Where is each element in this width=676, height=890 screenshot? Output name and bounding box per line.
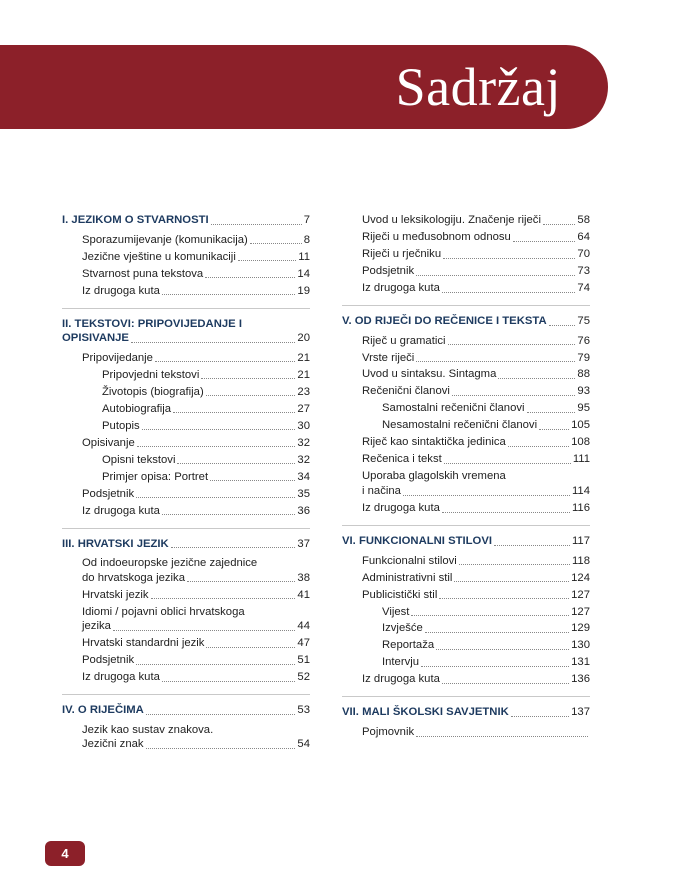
toc-entry-title: Idiomi / pojavni oblici hrvatskoga — [82, 605, 245, 618]
toc-entry-page: 88 — [577, 368, 590, 381]
toc-entry-page: 116 — [571, 501, 590, 514]
toc-entry-title: Riječ kao sintaktička jedinica — [362, 436, 506, 449]
toc-entry[interactable] — [342, 264, 590, 279]
toc-entry-page: 54 — [297, 738, 310, 751]
dot-leader — [162, 681, 296, 682]
toc-section — [62, 703, 310, 761]
toc-entry-title: Hrvatski jezik — [82, 588, 149, 601]
dot-leader — [136, 664, 295, 665]
dot-leader — [416, 361, 575, 362]
toc-entry[interactable] — [62, 653, 310, 668]
dot-leader — [442, 292, 576, 293]
toc-entry-title: Hrvatski standardni jezik — [82, 637, 205, 650]
dot-leader — [146, 748, 296, 749]
toc-entry-page: 7 — [303, 214, 310, 226]
toc-entry-page: 52 — [297, 671, 310, 684]
toc-entry-page: 108 — [571, 436, 590, 449]
toc-entry-title: Publicistički stil — [362, 588, 438, 601]
dot-leader — [155, 361, 295, 362]
toc-entry[interactable] — [342, 452, 590, 467]
toc-entry-page: 36 — [297, 504, 310, 517]
toc-entry[interactable] — [62, 267, 310, 282]
toc-entry[interactable] — [62, 636, 310, 651]
dot-leader — [238, 260, 296, 261]
toc-entry-title: V. OD RIJEČI DO REČENICE I TEKSTA — [342, 314, 547, 327]
toc-subentry[interactable] — [62, 402, 310, 417]
toc-entry-page: 124 — [571, 571, 590, 584]
toc-entry-page: 136 — [571, 673, 590, 686]
toc-entry-page: 41 — [297, 588, 310, 601]
toc-entry-page: 74 — [577, 281, 590, 294]
toc-entry-page: 76 — [577, 334, 590, 347]
toc-entry[interactable] — [342, 725, 590, 740]
toc-entry-page: 32 — [297, 436, 310, 449]
toc-entry-page: 129 — [571, 622, 590, 635]
toc-entry-title: Vijest — [382, 605, 410, 618]
toc-entry-page: 70 — [577, 247, 590, 260]
toc-entry-page: 19 — [297, 284, 310, 297]
toc-entry-title: Uvod u leksikologiju. Značenje riječi — [362, 214, 541, 226]
toc-entry-title: Podsjetnik — [82, 487, 135, 500]
toc-entry-page: 20 — [297, 332, 310, 345]
dot-leader — [448, 344, 576, 345]
toc-entry-title: Primjer opisa: Portret — [102, 470, 209, 483]
toc-entry-page: 118 — [571, 554, 590, 567]
dot-leader — [442, 683, 569, 684]
toc-entry-title: Uvod u sintaksu. Sintagma — [362, 368, 497, 381]
toc-subentry[interactable] — [342, 655, 590, 670]
toc-entry-line — [362, 484, 590, 499]
toc-entry[interactable] — [342, 351, 590, 366]
dot-leader — [454, 581, 569, 582]
toc-entry-page: 137 — [571, 706, 590, 719]
toc-entry-title-cont: i načina — [362, 484, 401, 497]
toc-subentry[interactable] — [342, 605, 590, 620]
toc-entry-title: Samostalni rečenični članovi — [382, 402, 525, 415]
toc-entry-title: Opisni tekstovi — [102, 453, 176, 466]
dot-leader — [206, 647, 295, 648]
toc-entry-title: IV. O RIJEČIMA — [62, 704, 144, 717]
dot-leader — [421, 666, 569, 667]
toc-subentry[interactable] — [342, 401, 590, 416]
dot-leader — [250, 243, 302, 244]
toc-entry-title: Riječ u gramatici — [362, 334, 446, 347]
dot-leader — [162, 294, 296, 295]
toc-section — [342, 213, 590, 306]
toc-entry-page: 73 — [577, 264, 590, 277]
toc-entry[interactable] — [62, 588, 310, 603]
toc-entry-title: Iz drugoga kuta — [82, 671, 160, 684]
toc-entry-page: 114 — [571, 484, 590, 497]
toc-entry-page: 64 — [577, 230, 590, 243]
toc-entry[interactable] — [62, 250, 310, 265]
toc-entry[interactable] — [342, 230, 590, 245]
toc-chapter-heading[interactable] — [62, 213, 310, 228]
dot-leader — [136, 497, 295, 498]
toc-entry[interactable] — [342, 571, 590, 586]
toc-entry-title: Riječi u međusobnom odnosu — [362, 230, 511, 243]
toc-entry-page: 23 — [297, 385, 310, 398]
toc-chapter-heading[interactable] — [62, 703, 310, 718]
toc-entry-page: 38 — [297, 571, 310, 584]
dot-leader — [171, 547, 296, 548]
toc-column-right — [342, 213, 590, 757]
toc-section — [342, 705, 590, 749]
toc-chapter-heading[interactable] — [62, 537, 310, 552]
dot-leader — [436, 649, 569, 650]
title-banner — [0, 45, 608, 129]
dot-leader — [113, 630, 296, 631]
toc-section — [62, 537, 310, 696]
toc-column-left — [62, 213, 310, 769]
toc-entry-title: Riječi u rječniku — [362, 247, 442, 260]
toc-section — [62, 213, 310, 309]
toc-entry-title: Rečenični članovi — [362, 385, 450, 398]
toc-entry-title-cont: jezika — [82, 620, 111, 633]
toc-entry-title: Podsjetnik — [362, 264, 415, 277]
toc-entry-title-cont: Jezični znak — [82, 738, 144, 751]
toc-entry-title-cont: OPISIVANJE — [62, 332, 129, 345]
dot-leader — [137, 446, 296, 447]
dot-leader — [494, 545, 570, 546]
toc-entry-title: Reportaža — [382, 639, 435, 652]
dot-leader — [205, 277, 295, 278]
toc-entry-page: 105 — [571, 419, 590, 432]
toc-entry-title: Pojmovnik — [362, 726, 415, 739]
toc-entry-page: 32 — [297, 453, 310, 466]
toc-entry[interactable] — [342, 554, 590, 569]
toc-entry[interactable] — [342, 281, 590, 296]
toc-entry-page: 127 — [571, 588, 590, 601]
toc-entry-title: Vrste riječi — [362, 351, 415, 364]
toc-entry-title: II. TEKSTOVI: PRIPOVIJEDANJE I — [62, 317, 242, 330]
toc-entry-title: Intervju — [382, 656, 420, 669]
toc-entry[interactable] — [62, 556, 310, 585]
toc-section — [342, 314, 590, 526]
toc-entry-page: 93 — [577, 385, 590, 398]
toc-entry[interactable] — [342, 384, 590, 399]
dot-leader — [452, 395, 576, 396]
toc-entry-page: 8 — [303, 233, 310, 246]
toc-entry-page: 21 — [297, 368, 310, 381]
dot-leader — [543, 224, 575, 225]
toc-entry[interactable] — [342, 588, 590, 603]
toc-section — [342, 534, 590, 697]
toc-entry-page: 37 — [297, 537, 310, 550]
toc-chapter-heading[interactable] — [62, 317, 310, 346]
toc-entry-title: I. JEZIKOM O STVARNOSTI — [62, 214, 209, 226]
toc-entry[interactable] — [342, 247, 590, 262]
dot-leader — [443, 258, 575, 259]
dot-leader — [146, 714, 296, 715]
toc-entry-page: 79 — [577, 351, 590, 364]
dot-leader — [425, 632, 569, 633]
toc-entry-title: Administrativni stil — [362, 571, 453, 584]
toc-entry-title: Nesamostalni rečenični članovi — [382, 419, 538, 432]
toc-entry-title-cont: do hrvatskoga jezika — [82, 571, 185, 584]
toc-subentry[interactable] — [62, 419, 310, 434]
dot-leader — [442, 512, 570, 513]
toc-entry-title: Iz drugoga kuta — [82, 504, 160, 517]
dot-leader — [513, 241, 576, 242]
toc-entry-page: 95 — [577, 402, 590, 415]
toc-entry-title: Iz drugoga kuta — [362, 501, 440, 514]
toc-subentry[interactable] — [62, 385, 310, 400]
dot-leader — [211, 224, 302, 225]
toc-entry-page: 21 — [297, 351, 310, 364]
toc-entry-line — [62, 331, 310, 346]
toc-entry-page: 44 — [297, 620, 310, 633]
toc-entry[interactable] — [62, 436, 310, 451]
toc-entry-page: 117 — [571, 534, 590, 547]
toc-entry-page: 127 — [571, 605, 590, 618]
toc-entry[interactable] — [62, 670, 310, 685]
toc-subentry[interactable] — [62, 470, 310, 485]
toc-entry-title: Jezik kao sustav znakova. — [82, 723, 214, 736]
toc-entry[interactable] — [342, 469, 590, 498]
dot-leader — [549, 325, 576, 326]
page-title: Sadržaj — [395, 57, 561, 117]
toc-chapter-heading[interactable] — [342, 705, 590, 720]
dot-leader — [210, 480, 295, 481]
toc-entry[interactable] — [62, 605, 310, 634]
dot-leader — [151, 598, 296, 599]
toc-subentry[interactable] — [342, 621, 590, 636]
dot-leader — [539, 429, 569, 430]
toc-entry-title: Uporaba glagolskih vremena — [362, 470, 506, 483]
toc-subentry[interactable] — [62, 368, 310, 383]
toc-entry-title: Životopis (biografija) — [102, 385, 204, 398]
toc-entry-title: Pripovjedni tekstovi — [102, 368, 200, 381]
dot-leader — [511, 716, 569, 717]
toc-entry-title: Opisivanje — [82, 436, 135, 449]
toc-entry-title: Rečenica i tekst — [362, 453, 442, 466]
toc-entry-page: 11 — [298, 250, 310, 263]
toc-entry-title: Iz drugoga kuta — [82, 284, 160, 297]
toc-entry[interactable] — [62, 723, 310, 752]
toc-entry-page: 130 — [571, 639, 590, 652]
toc-entry[interactable] — [62, 233, 310, 248]
toc-entry-page: 27 — [297, 402, 310, 415]
toc-subentry[interactable] — [62, 453, 310, 468]
dot-leader — [498, 378, 575, 379]
toc-entry-title: Funkcionalni stilovi — [362, 554, 457, 567]
dot-leader — [187, 581, 295, 582]
toc-entry-title: Izvješće — [382, 622, 423, 635]
toc-entry[interactable] — [62, 504, 310, 519]
toc-entry-line — [82, 571, 310, 586]
dot-leader — [459, 564, 570, 565]
toc-entry-title: Od indoeuropske jezične zajednice — [82, 557, 258, 570]
toc-chapter-heading[interactable] — [342, 534, 590, 549]
toc-entry-page: 131 — [571, 656, 590, 669]
toc-entry-title: Sporazumijevanje (komunikacija) — [82, 233, 248, 246]
dot-leader — [142, 429, 296, 430]
toc-entry[interactable] — [342, 367, 590, 382]
toc-section — [62, 317, 310, 529]
toc-entry-title: Iz drugoga kuta — [362, 281, 440, 294]
toc-entry-page: 51 — [297, 654, 310, 667]
toc-entry-page: 47 — [297, 637, 310, 650]
toc-entry-page: 75 — [577, 314, 590, 327]
dot-leader — [403, 495, 570, 496]
dot-leader — [173, 412, 295, 413]
toc-entry-page: 35 — [297, 487, 310, 500]
toc-entry-page: 34 — [297, 470, 310, 483]
toc-entry-page: 53 — [297, 704, 310, 717]
toc-entry-title: Jezične vještine u komunikaciji — [82, 250, 236, 263]
dot-leader — [177, 463, 295, 464]
dot-leader — [508, 446, 569, 447]
dot-leader — [439, 598, 569, 599]
page-number-badge: 4 — [45, 841, 85, 866]
toc-chapter-heading[interactable] — [342, 314, 590, 329]
dot-leader — [201, 378, 295, 379]
toc-entry[interactable] — [342, 501, 590, 516]
toc-entry-title: Pripovijedanje — [82, 351, 153, 364]
toc-subentry[interactable] — [342, 638, 590, 653]
dot-leader — [444, 463, 571, 464]
dot-leader — [527, 412, 576, 413]
toc-entry-page: 58 — [577, 214, 590, 226]
toc-entry[interactable] — [62, 487, 310, 502]
toc-entry-title: VI. FUNKCIONALNI STILOVI — [342, 534, 492, 547]
toc-entry-page: 30 — [297, 419, 310, 432]
toc-entry-line — [82, 619, 310, 634]
toc-entry-line — [82, 737, 310, 752]
dot-leader — [416, 736, 588, 737]
toc-entry[interactable] — [342, 334, 590, 349]
toc-entry-title: VII. MALI ŠKOLSKI SAVJETNIK — [342, 706, 509, 719]
dot-leader — [206, 395, 296, 396]
dot-leader — [411, 615, 569, 616]
toc-entry[interactable] — [342, 435, 590, 450]
toc-entry-page: 14 — [297, 267, 310, 280]
toc-entry-title: Stvarnost puna tekstova — [82, 267, 204, 280]
toc-entry-title: Iz drugoga kuta — [362, 673, 440, 686]
toc-entry-page: 111 — [572, 453, 590, 466]
toc-entry-title: Putopis — [102, 419, 140, 432]
dot-leader — [162, 514, 296, 515]
dot-leader — [131, 342, 295, 343]
dot-leader — [416, 275, 575, 276]
toc-entry-title: III. HRVATSKI JEZIK — [62, 537, 169, 550]
toc-entry[interactable] — [62, 284, 310, 299]
toc-entry[interactable] — [342, 672, 590, 687]
toc-entry[interactable] — [342, 213, 590, 228]
toc-entry[interactable] — [62, 351, 310, 366]
toc-entry-title: Podsjetnik — [82, 654, 135, 667]
toc-entry-title: Autobiografija — [102, 402, 172, 415]
toc-subentry[interactable] — [342, 418, 590, 433]
